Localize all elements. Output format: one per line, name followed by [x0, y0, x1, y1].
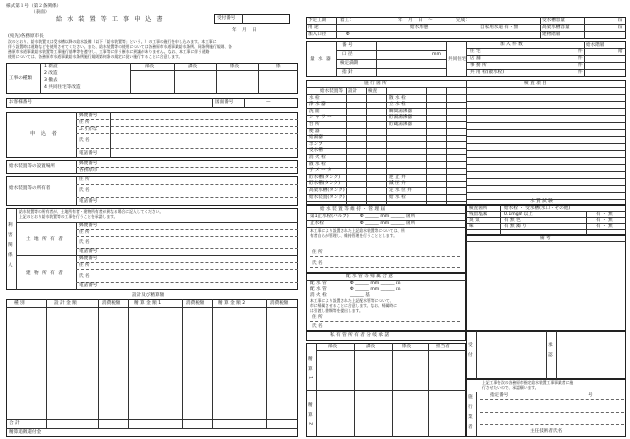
owner-name-label: 氏 名 [79, 188, 90, 193]
install-place-label: 給水装置等の設置場所 [9, 164, 55, 169]
addressee: (宛先)各務原市長 [8, 34, 44, 39]
tank-item-3: 給水装置(タンク) [309, 194, 345, 200]
fitting-row-divider [306, 148, 466, 149]
end-label: 完成： [456, 18, 470, 23]
land-postal-label: 郵便番号 [79, 223, 98, 228]
settle-col-staff: 担当者 [436, 344, 450, 349]
odor-value: 有 無 色 [504, 218, 521, 223]
chlorine-mark[interactable]: 有 ・ 無 [596, 212, 613, 217]
chlorine-label: 残留塩素 [469, 212, 488, 217]
cost-col-design: 設 計 金 額 [54, 301, 77, 306]
cost-col-type: 種 別 [14, 301, 25, 306]
tank-row-divider [306, 201, 466, 202]
fitting-row-divider [306, 102, 466, 103]
meter-label: 量 水 器 [310, 57, 332, 62]
design-cost-table [6, 299, 298, 437]
maintenance-row-2-value[interactable]: Φ ______ mm ______ 箇所 [360, 221, 416, 226]
sample-value: 給水栓 ・ 受水槽(水口・その他) [504, 206, 571, 211]
pipe-floor-label: 給水階層 [586, 43, 605, 48]
tank-item-1: 貯水槽(タンク) [309, 181, 341, 187]
join-count-shop: 店 舗 [470, 56, 481, 61]
designated-number-suffix: 号 [588, 393, 593, 398]
owner-label: 給水装置等の所有者 [9, 186, 51, 191]
intro-line-1: 次のとおり、給水装置又は受水槽以降の給水設備（以下「給水装置等」という。）の工事の施行を申し込みます。本工事に [8, 39, 217, 44]
odor-label: 臭 気 [469, 218, 480, 223]
pipe-row-2-value[interactable]: Φ ______ mm ______ ｍ [350, 287, 401, 292]
work-type-apartment[interactable]: 4 共同住宅等改造 [44, 85, 81, 90]
inspect-row-divider [466, 178, 626, 179]
fitting-row-divider [306, 108, 466, 109]
pipe-row-1-value[interactable]: Φ ______ mm ______ ｍ [350, 281, 401, 286]
taste-mark[interactable]: 有 ・ 無 [596, 224, 613, 229]
chlorine-value: 0.1mg/ℓ 以上 [504, 212, 533, 217]
maintenance-row-1-label: 第1止水栓(バルブ) [310, 214, 349, 219]
inspect-row-divider [466, 164, 626, 165]
work-type-new[interactable]: 1 新設 [44, 64, 58, 69]
maintenance-address-label: 住 所 [312, 250, 323, 255]
settlement-1-label: 精 算 1 [307, 356, 313, 382]
consent-line-2: 上記のとおり給水装置等の工事を行うことを承諾します。 [19, 214, 118, 219]
stamp-manager: 課長 [188, 64, 198, 69]
fitting-row-divider [306, 121, 466, 122]
pipe-text-2: 市に帰属させることに合意します。なお、帰属時に [310, 303, 398, 308]
settle-col-chief: 係長 [402, 344, 412, 349]
join-diameter-phi: Φ [346, 32, 350, 37]
stamp-staff: 係 [276, 64, 281, 69]
fitting-item-8: 受水槽 [309, 148, 323, 154]
form-side: （表面） [31, 10, 50, 15]
contractor-side-label: 施 行 業 者 [467, 394, 473, 431]
fittings-sub-device: 給水装置等 [320, 89, 343, 94]
fitting-item-right-0: 散 水 栓 [389, 95, 406, 101]
fitting-item-right-2: 瞬間湯沸器 [389, 108, 412, 114]
inspect-row-divider [466, 171, 626, 172]
tank-capacity-unit: ㎥ [618, 18, 623, 23]
work-type-modify[interactable]: 2 改造 [44, 71, 58, 76]
work-type-remove[interactable]: 3 撤去 [44, 78, 58, 83]
building-name-label: 氏 名 [79, 274, 90, 279]
inspect-row-divider [466, 101, 626, 102]
join-count-title: 加 入 件 数 [500, 42, 523, 47]
drawing-number-dash: — [266, 100, 271, 105]
cost-col-tax-3: 消費税額 [270, 301, 289, 306]
intro-line-4: 使用については、各務原市水道事業給水条例施行規則第何条の規定に従い施行することに合意します。 [8, 54, 183, 59]
install-city-label: 各務原市 [79, 168, 98, 173]
building-address-label: 住 所 [79, 263, 90, 268]
applicant-phone-label: 電話番号 [79, 151, 98, 156]
tank-item-right-0: 逆 止 弁 [389, 174, 406, 180]
meter-diameter-label: 口 径 [342, 52, 353, 57]
fitting-row-divider [306, 154, 466, 155]
fitting-item-right-1: 立 水 栓 [389, 102, 406, 108]
cost-total-label: 合 計 [9, 421, 20, 426]
notes-section [466, 235, 626, 331]
consent-section [6, 208, 298, 290]
receipt-number-label: 受付番号 [217, 16, 236, 21]
stamp-chief: 係長 [230, 64, 240, 69]
applicant-name-label: 氏 名 [79, 138, 90, 143]
form-title: 給 水 装 置 等 工 事 申 込 書 [56, 16, 165, 23]
designated-number-label: 指定番号 [490, 393, 509, 398]
taste-label: 味 [469, 224, 474, 229]
cost-col-tax-2: 消費税額 [186, 301, 205, 306]
fitting-item-9: 消 火 栓 [309, 154, 326, 160]
maintenance-name-label: 氏 名 [312, 261, 323, 266]
fitting-item-6: 給湯器 [309, 135, 323, 141]
consent-line-1: 給水装置等の所有者が、土地所有者・建物所有者が異なる場合に記入してください。 [19, 209, 164, 214]
inspect-row-divider [466, 143, 626, 144]
tank-item-0: 貯水槽(タンク) [309, 174, 341, 180]
sample-label: 検査箇所 [469, 206, 488, 211]
inspect-row-divider [466, 129, 626, 130]
applicant-label: 申 込 者 [30, 131, 59, 137]
fitting-row-divider [306, 135, 466, 136]
inspect-row-divider [466, 192, 626, 193]
inspect-row-divider [466, 185, 626, 186]
fitting-item-2: 洗 面 [309, 108, 320, 114]
join-count-house-unit: 件 [578, 49, 583, 54]
fitting-item-3: シ ャ ワ ー [309, 115, 332, 121]
maintenance-text-1: 本工事により設置された上記給水装置等については、所 [310, 228, 405, 233]
fitting-item-right-4: 貯蔵湯沸器 [389, 121, 412, 127]
meter-diameter-unit: mm [432, 52, 441, 57]
tank-item-2: 高架水槽(タンク) [309, 187, 345, 193]
intro-line-3: 務原市水道事業給水装置等工事施行基準等を遵守し、工事等に伴う断水に異議がありません。なお、本工事に伴う道路 [8, 49, 210, 54]
join-count-shop-unit: 件 [578, 56, 583, 61]
inspect-row-divider [466, 199, 626, 200]
land-phone-label: 電話番号 [79, 249, 98, 254]
planned-period-label: 予定工期 [308, 18, 327, 23]
tank-item-right-2: 定 水 位 弁 [389, 187, 412, 193]
settle-col-director: 部長 [328, 344, 338, 349]
reception-label: 受 付 [467, 342, 473, 359]
tank-capacity-label: 受水槽容量 [542, 18, 565, 23]
maintenance-text-2: 有者自らが管理し、維持管理を行うこととします。 [310, 233, 398, 238]
pipe-row-1-label: 配 水 管 [310, 281, 327, 286]
pipe-name-label: 氏 名 [312, 324, 323, 329]
stamp-director: 部長 [145, 64, 155, 69]
meter-number-label: 番 号 [342, 43, 353, 48]
land-address-label: 住 所 [79, 230, 90, 235]
cost-col-settle-1: 精 算 金 額 1 [134, 301, 162, 306]
join-count-office-unit: 件 [578, 63, 583, 68]
fitting-item-10: 散 水 栓 [309, 161, 326, 167]
cost-col-tax-1: 消費税額 [102, 301, 121, 306]
notes-title: 備 考 [540, 236, 551, 241]
fitting-row-divider [306, 141, 466, 142]
customer-number-label: お客様番号 [9, 100, 32, 105]
applicant-postal-input[interactable] [112, 113, 296, 118]
work-type-label: 工事の種類 [9, 76, 32, 81]
building-owner-label: 建 物 所 有 者 [26, 271, 64, 276]
form-number: 様式第１号（第２条関係） [6, 4, 62, 9]
contractor-line-2: 行させたいので、承認願います。 [482, 385, 539, 390]
fittings-title: 施 行 箇 所 [364, 81, 387, 86]
intro-line-2: 伴う設置時は道路などを使用させてください。また、給水装置等の使用については各務原市水道事業給水条例、同条例施行規則、各 [8, 44, 232, 49]
private-pipe-label: 私 有 管 所 有 者 分 岐 承 諾 [330, 333, 390, 338]
start-date[interactable]: 年 月 日 ～ [398, 18, 435, 23]
join-count-common: 共 用 栓(散水栓) [470, 70, 505, 75]
odor-mark[interactable]: 有 ・ 無 [596, 218, 613, 223]
inspect-row-divider [466, 150, 626, 151]
fitting-row-divider [306, 161, 466, 162]
fitting-item-5: 便 器 [309, 128, 320, 134]
supply-kind-label: 給水形態 [410, 25, 429, 30]
join-count-common-unit: 件 [578, 70, 583, 75]
design-cost-title: 設計及び精算額 [132, 293, 165, 298]
owner-phone-label: 電話番号 [79, 199, 98, 204]
fittings-sub-inspect: 検査 [368, 89, 378, 94]
chief-engineer-label: 主任技術者氏名 [530, 429, 563, 434]
fittings-sub-design: 設計 [348, 89, 358, 94]
high-tank-unit: ㎥ [618, 25, 623, 30]
shared-housing-label: 共同住宅 [448, 57, 467, 62]
owner-address-label: 住 所 [79, 177, 90, 182]
fitting-item-0: 水 栓 [309, 95, 320, 101]
inspect-row-divider [466, 108, 626, 109]
install-postal-label: 郵便番号 [79, 161, 98, 166]
inspect-row-divider [466, 115, 626, 116]
join-count-office: 事 務 所 [470, 63, 487, 68]
pipe-row-3-label: 消 火 栓 [310, 293, 327, 298]
contractor-line-1: 上記工事を次の各務原市指定給水装置工事事業者に施 [482, 380, 574, 385]
inspect-row-divider [466, 136, 626, 137]
applicant-postal-label: 郵便番号 [79, 113, 98, 118]
approval-label: 承 認 [547, 342, 553, 359]
meter-expiry-label: 検定満期 [340, 61, 359, 66]
customer-number-row [6, 98, 298, 108]
meter-reading-label: 指 針 [342, 70, 353, 75]
water-test-title: 水 質 試 験 [530, 199, 553, 204]
land-owner-label: 土 地 所 有 者 [26, 237, 64, 242]
application-date: 年 月 日 [232, 28, 259, 33]
high-tank-label: 高架水槽容量 [542, 25, 570, 30]
start-label: 着工： [340, 18, 354, 23]
fitting-item-7: ポンプ [309, 141, 323, 147]
cost-col-settle-2: 精 算 金 額 2 [218, 301, 246, 306]
settle-col-manager: 課長 [366, 344, 376, 349]
applicant-furigana-label: ふりがな [79, 127, 98, 132]
usage-label: 用 途 [308, 25, 319, 30]
fitting-item-4: 台 所 [309, 121, 320, 127]
cost-refund-label: 精算追徴還付金 [9, 430, 42, 435]
fitting-row-divider [306, 128, 466, 129]
join-count-house: 住 宅 [470, 49, 481, 54]
applicant-address-label: 住 所 [79, 120, 90, 125]
pipe-row-2-label: 配 水 管 [310, 287, 327, 292]
maintenance-row-2-label: 止水栓 [310, 221, 324, 226]
pipe-floor-unit: 階 [618, 49, 623, 54]
taste-value: 有 無 濁 り [504, 224, 527, 229]
pipe-text-1: 本工事により設置された上記配水管等について、 [310, 298, 394, 303]
building-floor-label: 建物階層 [542, 32, 561, 37]
pipe-address-label: 住 所 [312, 315, 323, 320]
maintenance-title: 給 水 装 置 等 維 持 ・ 管 理 届 [320, 207, 386, 212]
inspect-title: 検 査 項 目 [524, 81, 547, 86]
tank-item-right-3: 給 水 栓 [389, 194, 406, 200]
fitting-item-1: 浄 水 器 [309, 102, 326, 108]
self-water-label[interactable]: 自家用水道 有・無 [480, 25, 519, 30]
pipe-text-3: は引渡し書類等を提出します。 [310, 308, 363, 313]
drawing-number-label: 図面番号 [215, 100, 234, 105]
inspect-row-divider [466, 94, 626, 95]
building-postal-label: 郵便番号 [79, 256, 98, 261]
inspect-row-divider [466, 122, 626, 123]
pipe-row-3-value[interactable]: ______ 基 [350, 293, 370, 298]
pipe-transfer-title: 配 水 管 等 帰 属 合 意 [346, 274, 393, 279]
maintenance-row-1-value[interactable]: Φ ______ mm ______ 箇所 [360, 214, 416, 219]
building-phone-label: 電話番号 [79, 283, 98, 288]
tank-item-right-1: 減 圧 弁 [389, 181, 406, 187]
interested-party-label: 利 害 関 係 人 [7, 222, 13, 269]
fitting-item-right-3: 貯湯湯沸器 [389, 115, 412, 121]
applicant-name-input[interactable] [112, 134, 296, 147]
land-name-label: 氏 名 [79, 240, 90, 245]
join-diameter-label: 加入口径 [308, 32, 327, 37]
inspect-row-divider [466, 157, 626, 158]
settlement-2-label: 精 算 2 [307, 402, 313, 428]
fitting-item-11: 子 メ ー タ [309, 168, 332, 174]
